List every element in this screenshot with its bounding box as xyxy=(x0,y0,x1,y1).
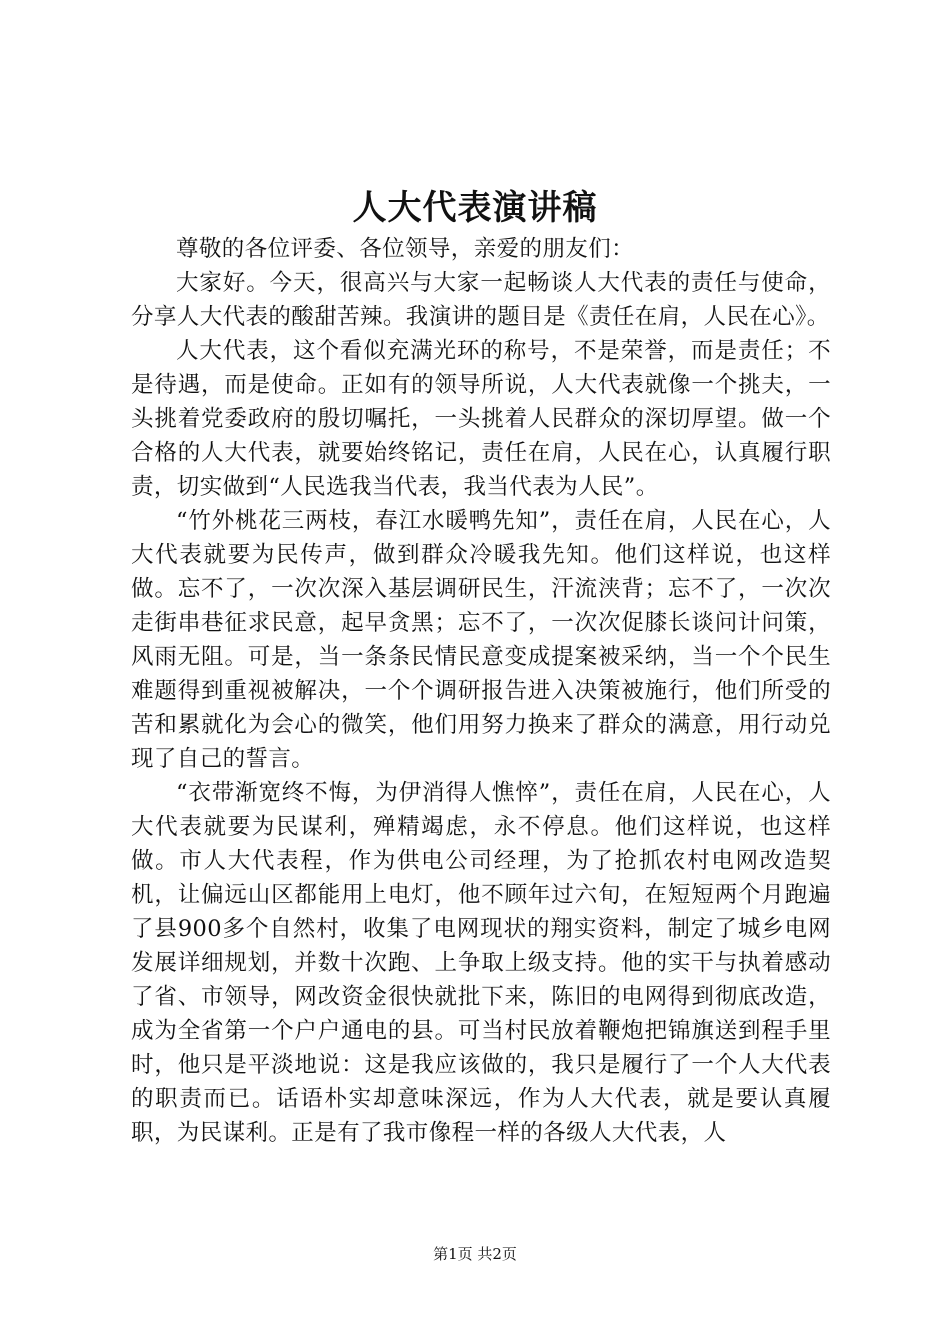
document-body xyxy=(131,232,831,1150)
paragraph-voice-of-people: “竹外桃花三两枝，春江水暖鸭先知”，责任在肩，人民在心，人大代表就要为民传声，做到群众冷暖我先知。他们这样说，也这样做。忘不了，一次次深入基层调研民生，汗流浃背；忘不了，一次次走街串巷征求民意，起早贪黑；忘不了，一次次促膝长谈问计问策，风雨无阻。可是，当一条条民情民意变成提案被采纳，当一个个民生难题得到重视被解决，一个个调研报告进入决策被施行，他们所受的苦和累就化为会心的微笑，他们用努力换来了群众的满意，用行动兑现了自己的誓言。 xyxy=(131,508,831,772)
page-footer: 第1页 共2页 xyxy=(433,1245,517,1263)
paragraph-responsibility: 人大代表，这个看似充满光环的称号，不是荣誉，而是责任；不是待遇，而是使命。正如有的领导所说，人大代表就像一个挑夫，一头挑着党委政府的殷切嘱托，一头挑着人民群众的深切厚望。做一个合格的人大代表，就要始终铭记，责任在肩，人民在心，认真履行职责，切实做到“人民选我当代表，我当代表为人民”。 xyxy=(131,338,831,500)
paragraph-intro: 大家好。今天，很高兴与大家一起畅谈人大代表的责任与使命，分享人大代表的酸甜苦辣。我演讲的题目是《责任在肩，人民在心》。 xyxy=(131,270,831,330)
paragraph-serve-people: “衣带渐宽终不悔，为伊消得人憔悴”，责任在肩，人民在心，人大代表就要为民谋利，殚精竭虑，永不停息。他们这样说，也这样做。市人大代表程，作为供电公司经理，为了抢抓农村电网改造契机，让偏远山区都能用上电灯，他不顾年过六旬，在短短两个月跑遍了县900多个自然村，收集了电网现状的翔实资料，制定了城乡电网发展详细规划，并数十次跑、上争取上级支持。他的实干与执着感动了省、市领导，网改资金很快就批下来，陈旧的电网得到彻底改造，成为全省第一个户户通电的县。可当村民放着鞭炮把锦旗送到程手里时，他只是平淡地说：这是我应该做的，我只是履行了一个人大代表的职责而已。话语朴实却意味深远，作为人大代表，就是要认真履职，为民谋利。正是有了我市像程一样的各级人大代表，人 xyxy=(131,780,831,1146)
paragraph-salutation: 尊敬的各位评委、各位领导，亲爱的朋友们： xyxy=(176,236,635,262)
document-title: 人大代表演讲稿 xyxy=(352,188,598,228)
